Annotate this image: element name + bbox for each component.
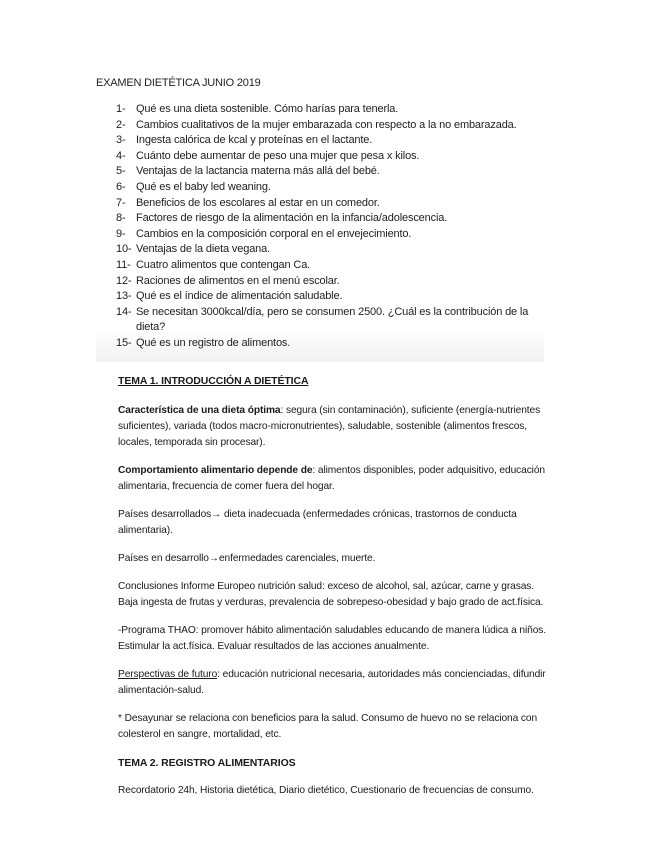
list-item xyxy=(96,149,536,165)
future-perspectives-label: Perspectivas de futuro xyxy=(118,669,218,680)
list-item xyxy=(96,118,536,134)
question-number: 7- xyxy=(116,196,126,209)
list-item xyxy=(96,227,536,243)
question-text: Beneficios de los escolares al estar en un comedor. xyxy=(136,196,380,209)
list-item xyxy=(96,305,536,336)
question-number: 11- xyxy=(116,258,131,271)
question-text: Se necesitan 3000kcal/día, pero se consumen 2500. ¿Cuál es la contribución de la dieta? xyxy=(136,305,529,334)
question-number: 13- xyxy=(116,290,132,303)
question-text: Cuánto debe aumentar de peso una mujer que pesa x kilos. xyxy=(136,149,420,162)
question-number: 6- xyxy=(116,180,126,193)
developing-countries-paragraph: Países en desarrollo→enfermedades carenciales, muerte. xyxy=(118,553,376,564)
question-text: Ventajas de la dieta vegana. xyxy=(136,243,271,256)
list-item xyxy=(96,164,536,180)
question-number: 2- xyxy=(116,118,126,131)
future-perspectives-paragraph xyxy=(118,667,548,699)
question-number: 12- xyxy=(116,274,132,287)
breakfast-note-paragraph: * Desayunar se relaciona con beneficios para la salud. Consumo de huevo no se relaciona con colesterol en sangre, mortalidad, etc. xyxy=(118,713,538,740)
question-text: Ventajas de la lactancia materna más allá del bebé. xyxy=(136,165,380,178)
question-number: 8- xyxy=(116,212,126,225)
question-number: 5- xyxy=(116,165,126,178)
question-number: 15- xyxy=(116,336,132,349)
question-number: 3- xyxy=(116,134,126,147)
list-item xyxy=(96,336,536,352)
tema2-heading: TEMA 2. REGISTRO ALIMENTARIOS xyxy=(118,757,296,769)
question-text: Qué es una dieta sostenible. Cómo harías para tenerla. xyxy=(136,103,399,115)
list-item xyxy=(96,102,536,118)
question-text: Qué es el índice de alimentación saludable. xyxy=(136,290,343,303)
developed-countries-paragraph: Países desarrollados→ dieta inadecuada (enfermedades crónicas, trastornos de conducta alimentaria). xyxy=(118,509,517,536)
registry-methods-paragraph: Recordatorio 24h, Historia dietética, Diario dietético, Cuestionario de frecuencias de consumo. xyxy=(118,785,534,796)
optimal-diet-label: Característica de una dieta óptima xyxy=(118,405,281,416)
notes-section xyxy=(118,373,548,799)
question-text: Raciones de alimentos en el menú escolar. xyxy=(136,274,340,287)
question-number: 9- xyxy=(116,227,126,240)
question-text: Qué es el baby led weaning. xyxy=(136,180,271,193)
tema1-heading: TEMA 1. INTRODUCCIÓN A DIETÉTICA xyxy=(118,375,309,387)
question-text: Factores de riesgo de la alimentación en la infancia/adolescencia. xyxy=(136,212,448,225)
exam-question-list xyxy=(96,102,536,352)
future-perspectives-text: : educación nutricional necesaria, autoridades más concienciadas, difundir alimentación-salud. xyxy=(118,669,546,696)
question-text: Ingesta calórica de kcal y proteínas en el lactante. xyxy=(136,134,373,147)
list-item xyxy=(96,274,536,290)
behavior-text: : alimentos disponibles, poder adquisitivo, educación alimentaria, frecuencia de comer fuera del hogar. xyxy=(118,465,545,492)
list-item xyxy=(96,133,536,149)
question-text: Cuatro alimentos que contengan Ca. xyxy=(136,258,311,271)
question-text: Cambios en la composición corporal en el envejecimiento. xyxy=(136,227,412,240)
optimal-diet-text: : segura (sin contaminación), suficiente (energía-nutrientes suficientes), variada (todos macro-micronutrientes), saludable, sostenible (alimentos frescos, locales, temporada sin procesar). xyxy=(118,405,541,448)
question-text: Cambios cualitativos de la mujer embarazada con respecto a la no embarazada. xyxy=(136,118,517,131)
behavior-label: Comportamiento alimentario depende de xyxy=(118,465,313,476)
list-item xyxy=(96,242,536,258)
exam-title: EXAMEN DIETÉTICA JUNIO 2019 xyxy=(96,77,261,89)
question-number: 10- xyxy=(116,243,132,256)
behavior-paragraph xyxy=(118,463,548,495)
question-number: 4- xyxy=(116,149,126,162)
list-item xyxy=(96,196,536,212)
exam-image xyxy=(96,68,544,362)
question-number: 14- xyxy=(116,305,132,318)
question-number: 1- xyxy=(116,103,126,115)
european-report-paragraph: Conclusiones Informe Europeo nutrición salud: exceso de alcohol, sal, azúcar, carne y grasas. Baja ingesta de frutas y verduras, prevalencia de sobrepeso-obesidad y bajo grado de act.física. xyxy=(118,581,544,608)
list-item xyxy=(96,258,536,274)
list-item xyxy=(96,180,536,196)
question-text: Qué es un registro de alimentos. xyxy=(136,336,291,349)
thao-program-paragraph: -Programa THAO: promover hábito alimentación saludables educando de manera lúdica a niños. Estimular la act.física. Evaluar resultados de las acciones anualmente. xyxy=(118,625,546,652)
list-item xyxy=(96,211,536,227)
optimal-diet-paragraph xyxy=(118,403,548,451)
list-item xyxy=(96,289,536,305)
